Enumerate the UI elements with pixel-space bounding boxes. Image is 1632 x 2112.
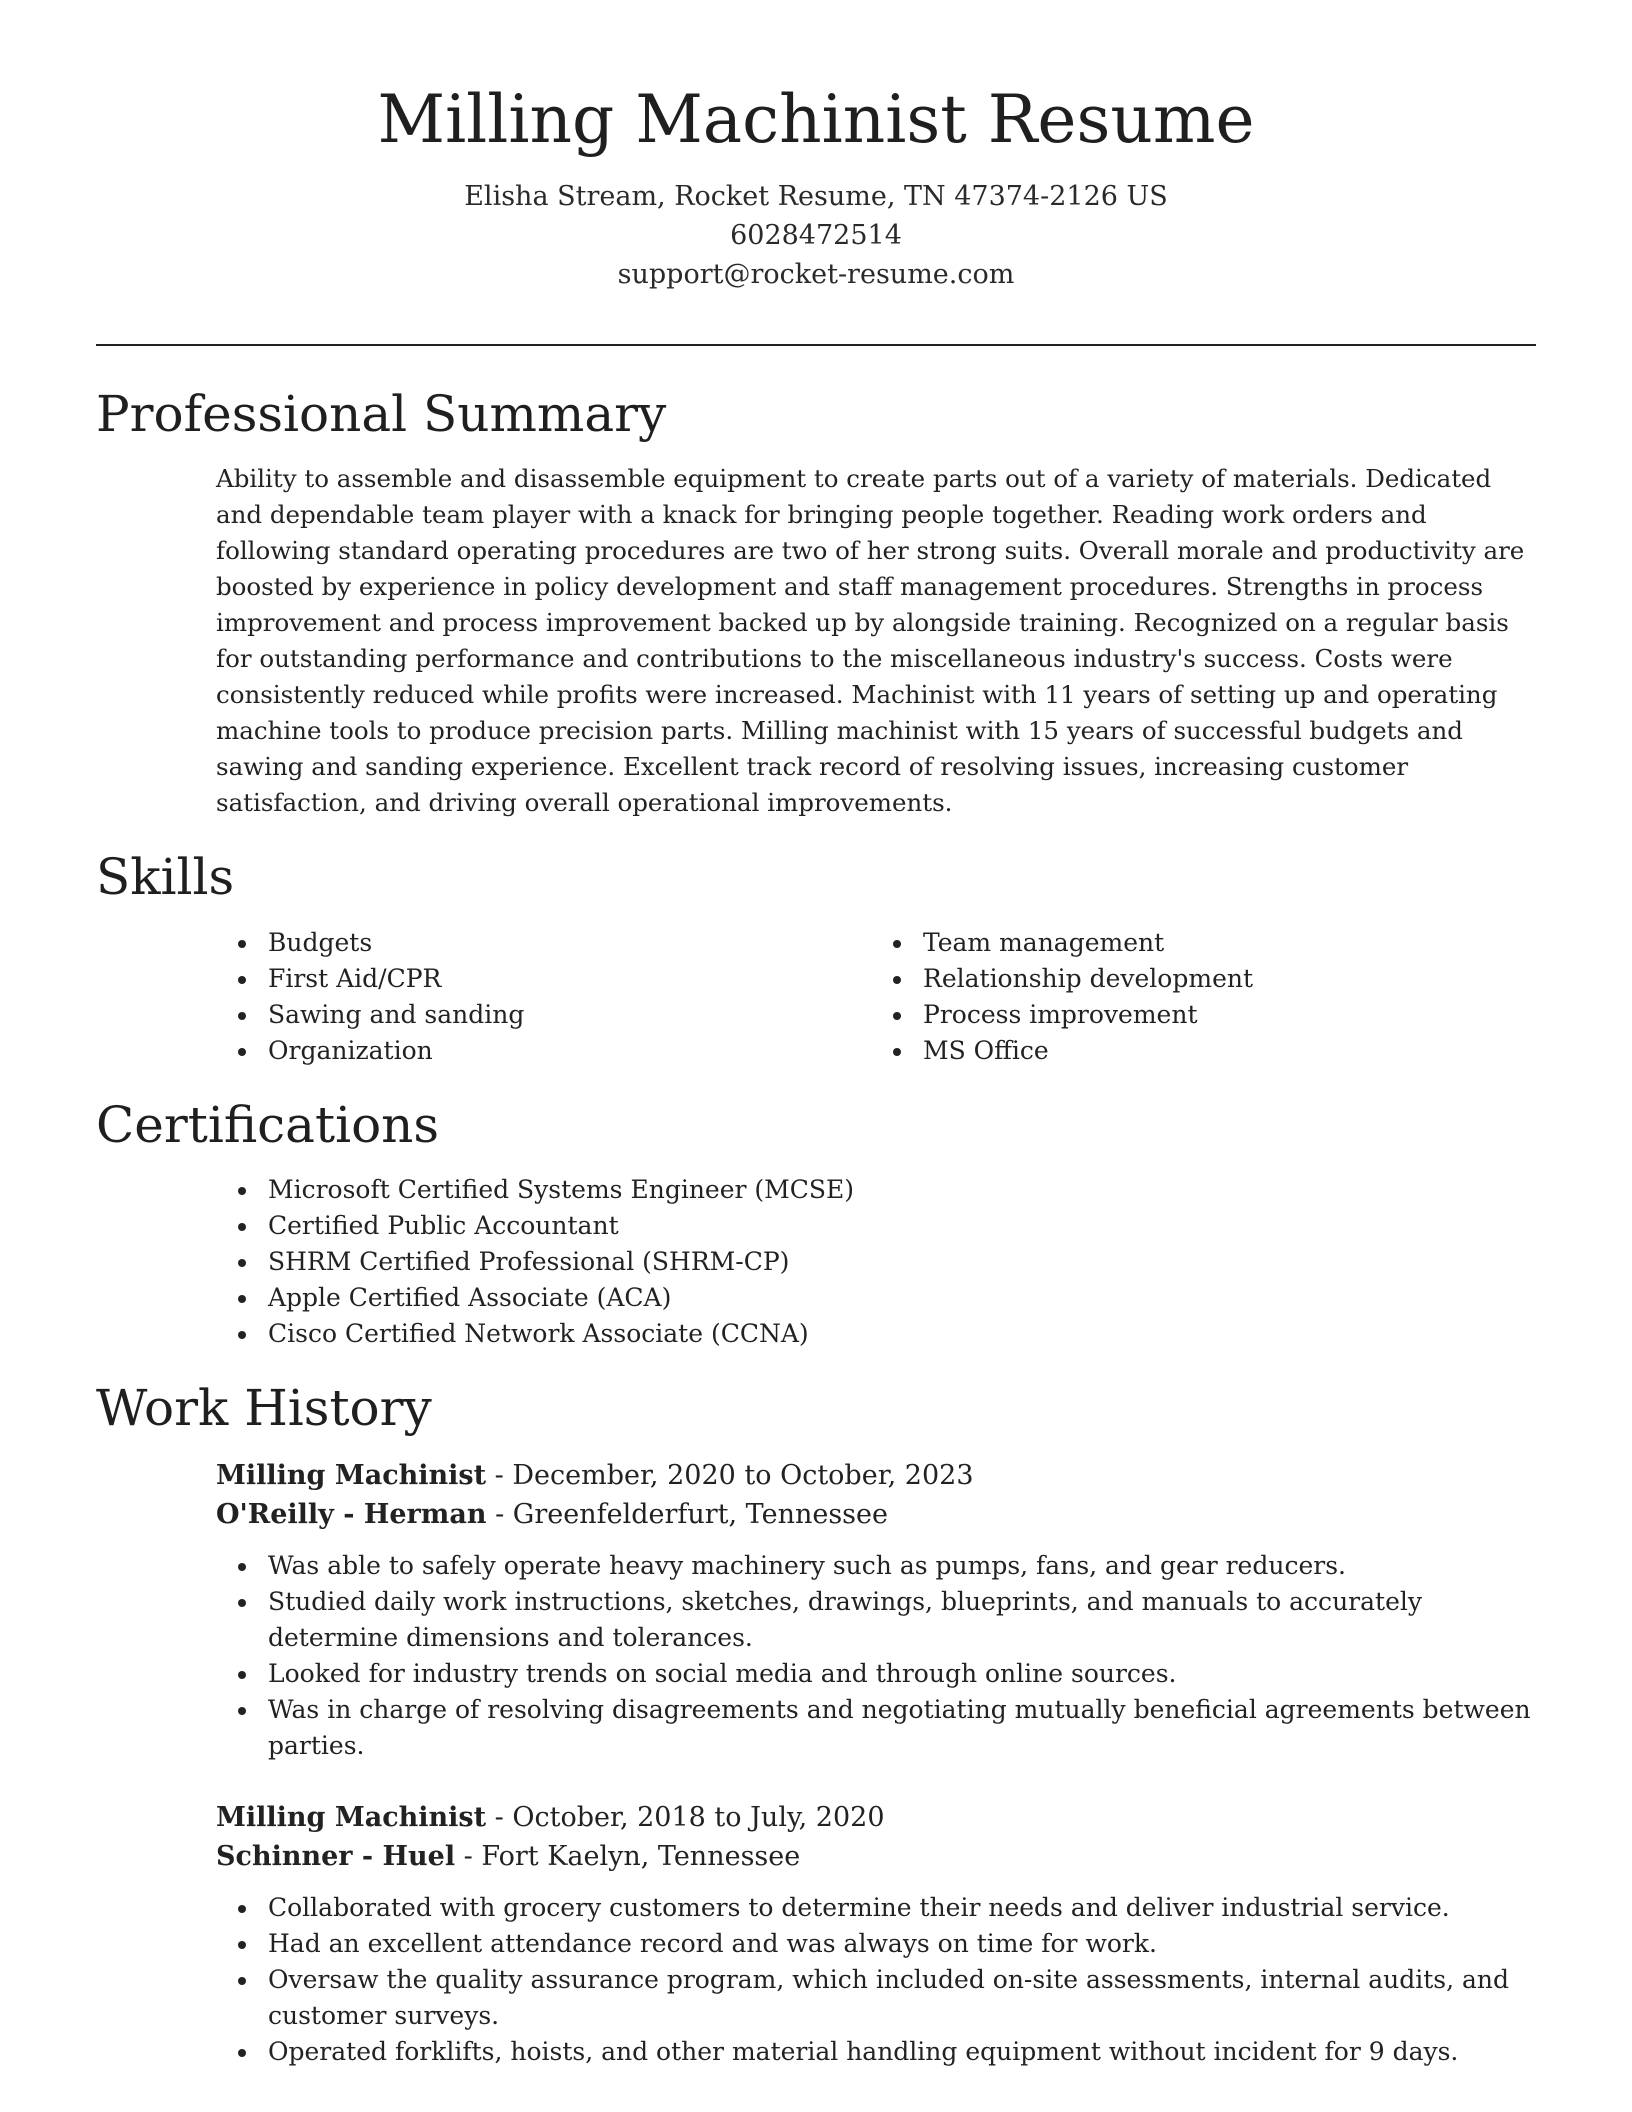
job-location: Fort Kaelyn, Tennessee xyxy=(481,1840,801,1872)
job-bullet: • Was able to safely operate heavy machinery such as pumps, fans, and gear reducers. xyxy=(260,1548,1536,1584)
skill-item: • Team management xyxy=(915,925,1536,961)
job-separator: - xyxy=(455,1840,482,1872)
job-entry xyxy=(96,1456,1536,1764)
skill-item: • Sawing and sanding xyxy=(260,997,881,1033)
certification-item: • Certified Public Accountant xyxy=(260,1208,1536,1244)
job-bullets xyxy=(96,1548,1536,1764)
job-separator: - xyxy=(486,1459,513,1491)
certification-item: • Apple Certified Associate (ACA) xyxy=(260,1280,1536,1316)
job-title-line xyxy=(96,1798,1536,1837)
certifications-list xyxy=(96,1172,1536,1352)
job-entry xyxy=(96,1798,1536,2070)
skill-item: • Relationship development xyxy=(915,961,1536,997)
job-bullet: • Looked for industry trends on social media and through online sources. xyxy=(260,1656,1536,1692)
summary-heading: Professional Summary xyxy=(96,384,667,443)
skill-item: • Process improvement xyxy=(915,997,1536,1033)
job-title: Milling Machinist xyxy=(216,1801,487,1833)
contact-email: support@rocket-resume.com xyxy=(617,258,1015,290)
job-company-line xyxy=(96,1837,1536,1876)
job-title: Milling Machinist xyxy=(216,1459,487,1491)
skills-section xyxy=(96,849,1536,1069)
job-bullet: • Was in charge of resolving disagreements and negotiating mutually beneficial agreements between parties. xyxy=(260,1692,1536,1764)
skill-item: • Budgets xyxy=(260,925,881,961)
job-company-line xyxy=(96,1495,1536,1534)
skills-heading: Skills xyxy=(96,848,235,907)
job-bullet: • Operated forklifts, hoists, and other material handling equipment without incident for 9 days. xyxy=(260,2034,1536,2070)
skill-item: • MS Office xyxy=(915,1033,1536,1069)
work-history-heading: Work History xyxy=(96,1379,432,1438)
certification-item: • SHRM Certified Professional (SHRM-CP) xyxy=(260,1244,1536,1280)
job-dates: October, 2018 to July, 2020 xyxy=(512,1801,885,1833)
header-divider xyxy=(96,344,1536,346)
skills-list-left xyxy=(96,925,881,1069)
certifications-section xyxy=(96,1097,1536,1353)
skill-item: • Organization xyxy=(260,1033,881,1069)
job-location: Greenfelderfurt, Tennessee xyxy=(512,1498,888,1530)
certification-item: • Cisco Certified Network Associate (CCNA) xyxy=(260,1316,1536,1352)
resume-title: Milling Machinist Resume xyxy=(377,81,1255,158)
job-bullet: • Oversaw the quality assurance program, which included on-site assessments, internal audits, and customer surveys. xyxy=(260,1962,1536,2034)
job-dates: December, 2020 to October, 2023 xyxy=(512,1459,974,1491)
certifications-heading: Certifications xyxy=(96,1095,440,1154)
job-title-line xyxy=(96,1456,1536,1495)
skill-item: • First Aid/CPR xyxy=(260,961,881,997)
job-separator: - xyxy=(486,1498,513,1530)
contact-phone: 6028472514 xyxy=(730,219,902,251)
resume-header xyxy=(96,0,1536,294)
job-bullet: • Collaborated with grocery customers to determine their needs and deliver industrial service. xyxy=(260,1890,1536,1926)
job-company: Schinner - Huel xyxy=(216,1840,456,1872)
job-bullet: • Studied daily work instructions, sketches, drawings, blueprints, and manuals to accurately determine dimensions and tolerances. xyxy=(260,1584,1536,1656)
job-company: O'Reilly - Herman xyxy=(216,1498,487,1530)
job-separator: - xyxy=(486,1801,513,1833)
skills-list-right xyxy=(881,925,1536,1069)
job-bullet: • Had an excellent attendance record and was always on time for work. xyxy=(260,1926,1536,1962)
summary-section xyxy=(96,386,1536,822)
summary-text: Ability to assemble and disassemble equipment to create parts out of a variety of materials. Dedicated and dependable team player with a knack for bringing people together. Reading work orders and following standard operating procedures are two of her strong suits. Overall morale and productivity are boosted by experience in policy development and staff management procedures. Strengths in process improvement and process improvement backed up by alongside training. Recognized on a regular basis for outstanding performance and contributions to the miscellaneous industry's success. Costs were consistently reduced while profits were increased. Machinist with 11 years of setting up and operating machine tools to produce precision parts. Milling machinist with 15 years of successful budgets and sawing and sanding experience. Excellent track record of resolving issues, increasing customer satisfaction, and driving overall operational improvements. xyxy=(216,464,1525,818)
contact-address: Elisha Stream, Rocket Resume, TN 47374-2126 US xyxy=(464,180,1168,212)
work-history-section xyxy=(96,1380,1536,2070)
skills-grid xyxy=(96,925,1536,1069)
certification-item: • Microsoft Certified Systems Engineer (MCSE) xyxy=(260,1172,1536,1208)
job-bullets xyxy=(96,1890,1536,2070)
